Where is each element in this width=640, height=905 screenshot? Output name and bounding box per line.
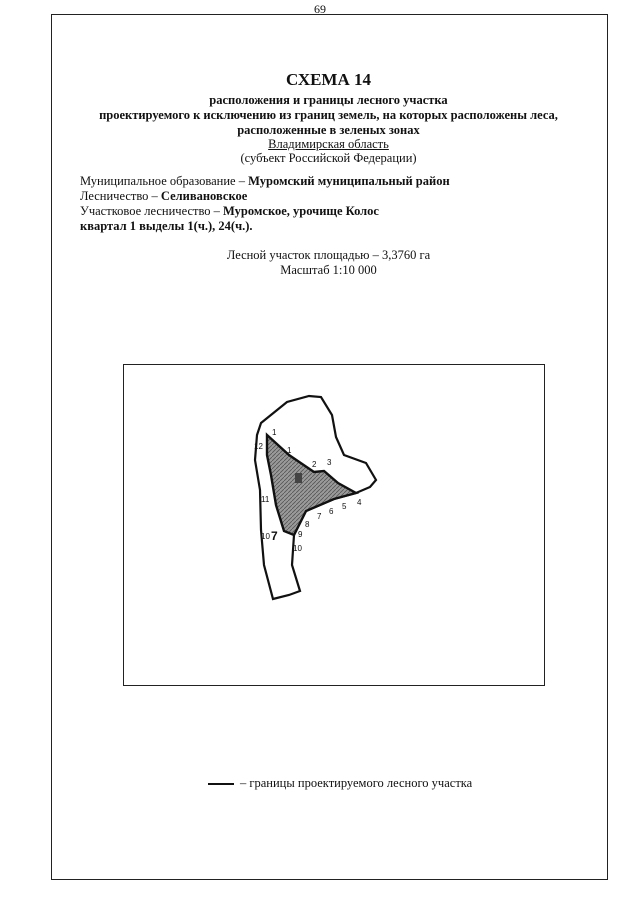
scale-text: Масштаб 1:10 000 xyxy=(280,263,377,277)
region-note: (субъект Российской Федерации) xyxy=(240,151,417,165)
scheme-title: СХЕМА 14 xyxy=(285,70,372,89)
municipality-value: Муромский муниципальный район xyxy=(248,174,450,188)
map-legend xyxy=(208,776,472,791)
point-label-4: 4 xyxy=(357,498,362,507)
municipality-line xyxy=(80,174,450,189)
point-label-5: 5 xyxy=(342,502,347,511)
area-text: Лесной участок площадью – 3,3760 га xyxy=(226,248,431,262)
point-label-6: 6 xyxy=(329,507,334,516)
point-label-3: 3 xyxy=(327,458,332,467)
point-label-11: 11 xyxy=(261,495,270,504)
point-label-inner-1: 1 xyxy=(287,446,292,455)
point-label-10: 10 xyxy=(293,544,302,553)
point-label-7: 7 xyxy=(317,512,322,521)
plot-number: 7 xyxy=(271,529,278,543)
forestry-line xyxy=(80,189,247,204)
region-name: Владимирская область xyxy=(268,137,389,151)
district-label: Участковое лесничество – xyxy=(80,204,224,218)
municipality-label: Муниципальное образование – xyxy=(80,174,249,188)
point-label-2: 2 xyxy=(312,460,317,469)
page-number: 69 xyxy=(314,2,326,16)
point-label-outer-10: 10 xyxy=(261,532,270,541)
subtitle-line-3: расположенные в зеленых зонах xyxy=(237,123,420,137)
legend-text: – границы проектируемого лесного участка xyxy=(240,776,473,790)
point-label-12: 12 xyxy=(254,442,263,451)
district-value: Муромское, урочище Колос xyxy=(223,204,379,218)
forestry-value: Селивановское xyxy=(160,189,248,203)
point-label-1: 1 xyxy=(272,428,277,437)
plot-map xyxy=(124,365,544,685)
map-box xyxy=(123,364,545,686)
forestry-label: Лесничество – xyxy=(80,189,161,203)
point-label-9: 9 xyxy=(298,530,303,539)
point-label-8: 8 xyxy=(305,520,310,529)
district-line xyxy=(80,204,379,219)
quarter-line: квартал 1 выделы 1(ч.), 24(ч.). xyxy=(80,219,253,233)
subtitle-line-1: расположения и границы лесного участка xyxy=(209,93,448,107)
legend-line-swatch xyxy=(208,783,234,785)
plot-marker xyxy=(295,473,302,483)
subtitle-line-2: проектируемого к исключению из границ земель, на которых расположены леса, xyxy=(99,108,558,122)
